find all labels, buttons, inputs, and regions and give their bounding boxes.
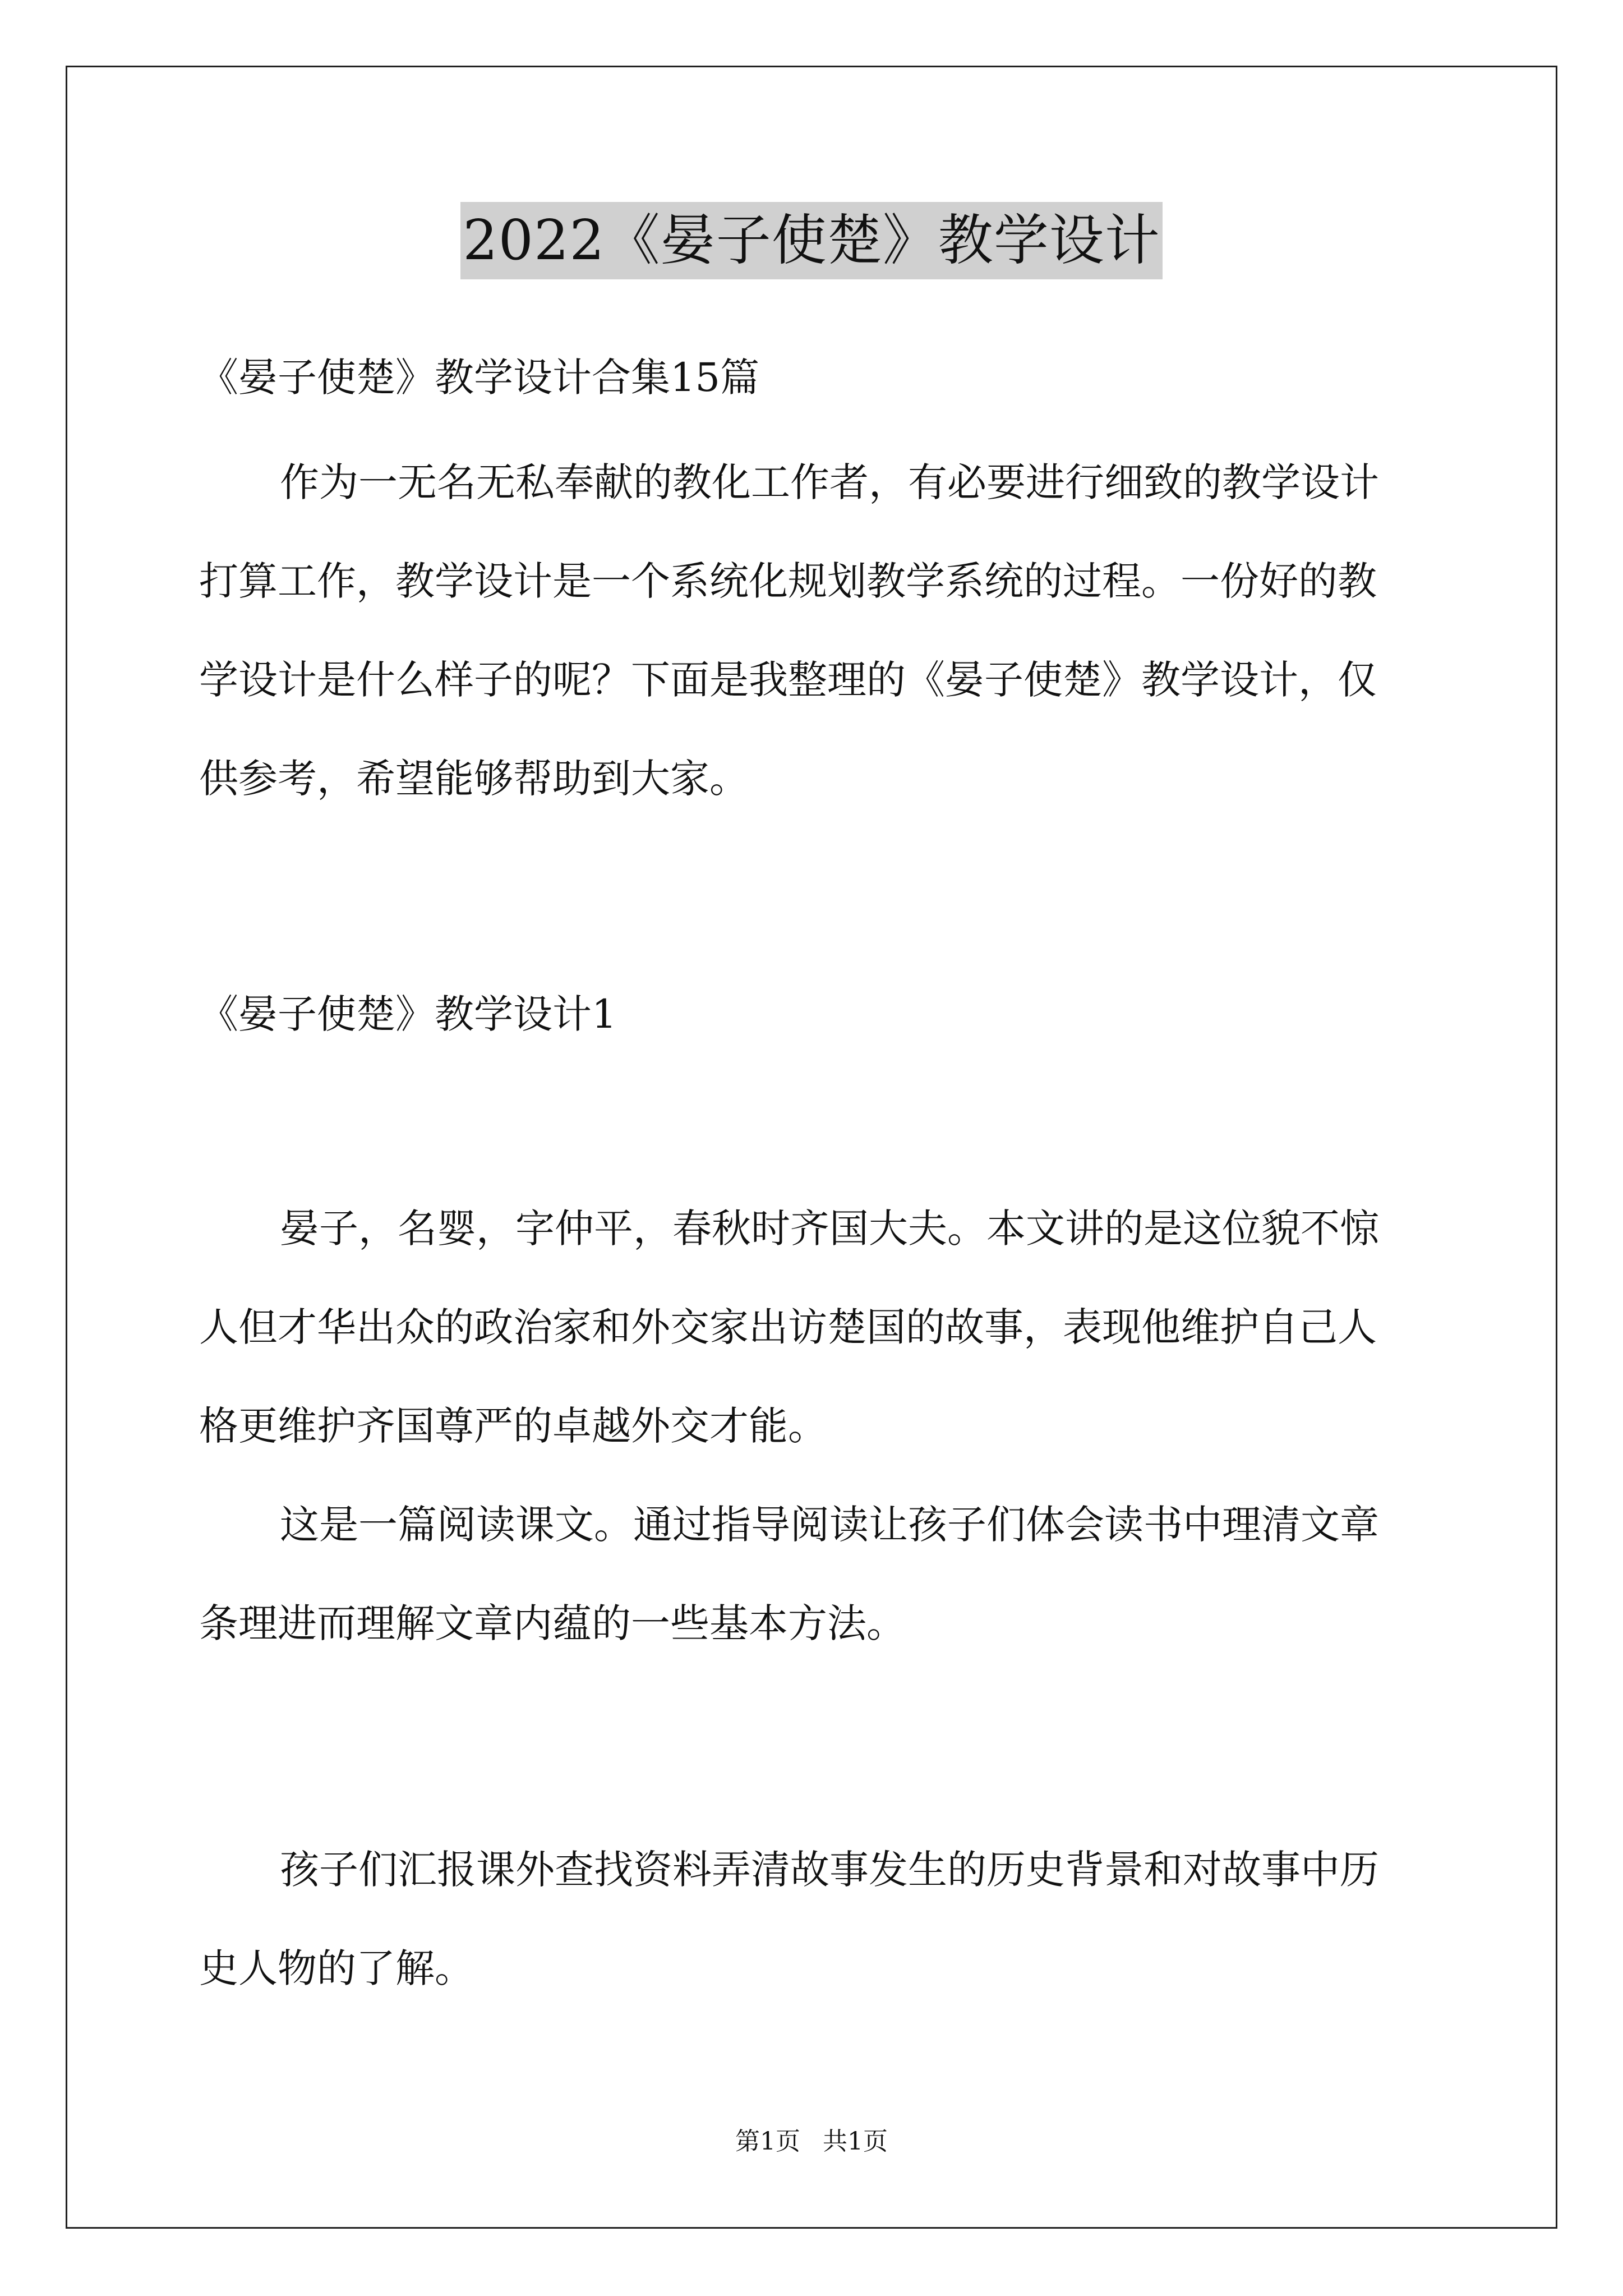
paragraph-3	[199, 1820, 1427, 2018]
document-subtitle: 《晏子使楚》教学设计合集15篇	[199, 355, 760, 401]
section-heading: 《晏子使楚》教学设计1	[199, 991, 617, 1037]
intro-paragraph	[199, 433, 1427, 828]
paragraph-line: 格更维护齐国尊严的卓越外交才能。	[199, 1403, 827, 1449]
page-number-total: 共1页	[823, 2127, 888, 2156]
document-title-wrapper	[0, 202, 1623, 279]
paragraph-line: 孩子们汇报课外查找资料弄清故事发生的历史背景和对故事中历	[280, 1847, 1379, 1893]
page-number-current: 第1页	[735, 2127, 800, 2156]
paragraph-line: 史人物的了解。	[199, 1945, 474, 1991]
paragraph-line: 条理进而理解文章内蕴的一些基本方法。	[199, 1600, 906, 1646]
page-footer	[0, 2125, 1623, 2159]
paragraph-line: 晏子，名婴，字仲平，春秋时齐国大夫。本文讲的是这位貌不惊	[280, 1205, 1379, 1251]
paragraph-2	[199, 1475, 1427, 1673]
paragraph-1	[199, 1179, 1427, 1475]
paragraph-line: 这是一篇阅读课文。通过指导阅读让孩子们体会读书中理清文章	[280, 1502, 1379, 1548]
intro-line: 学设计是什么样子的呢？下面是我整理的《晏子使楚》教学设计，仅	[199, 657, 1377, 703]
intro-line: 作为一无名无私奉献的教化工作者，有必要进行细致的教学设计	[280, 459, 1379, 505]
intro-line: 打算工作，教学设计是一个系统化规划教学系统的过程。一份好的教	[199, 558, 1377, 604]
paragraph-line: 人但才华出众的政治家和外交家出访楚国的故事，表现他维护自己人	[199, 1304, 1377, 1350]
document-title: 2022《晏子使楚》教学设计	[460, 202, 1162, 279]
intro-line: 供参考，希望能够帮助到大家。	[199, 756, 749, 802]
